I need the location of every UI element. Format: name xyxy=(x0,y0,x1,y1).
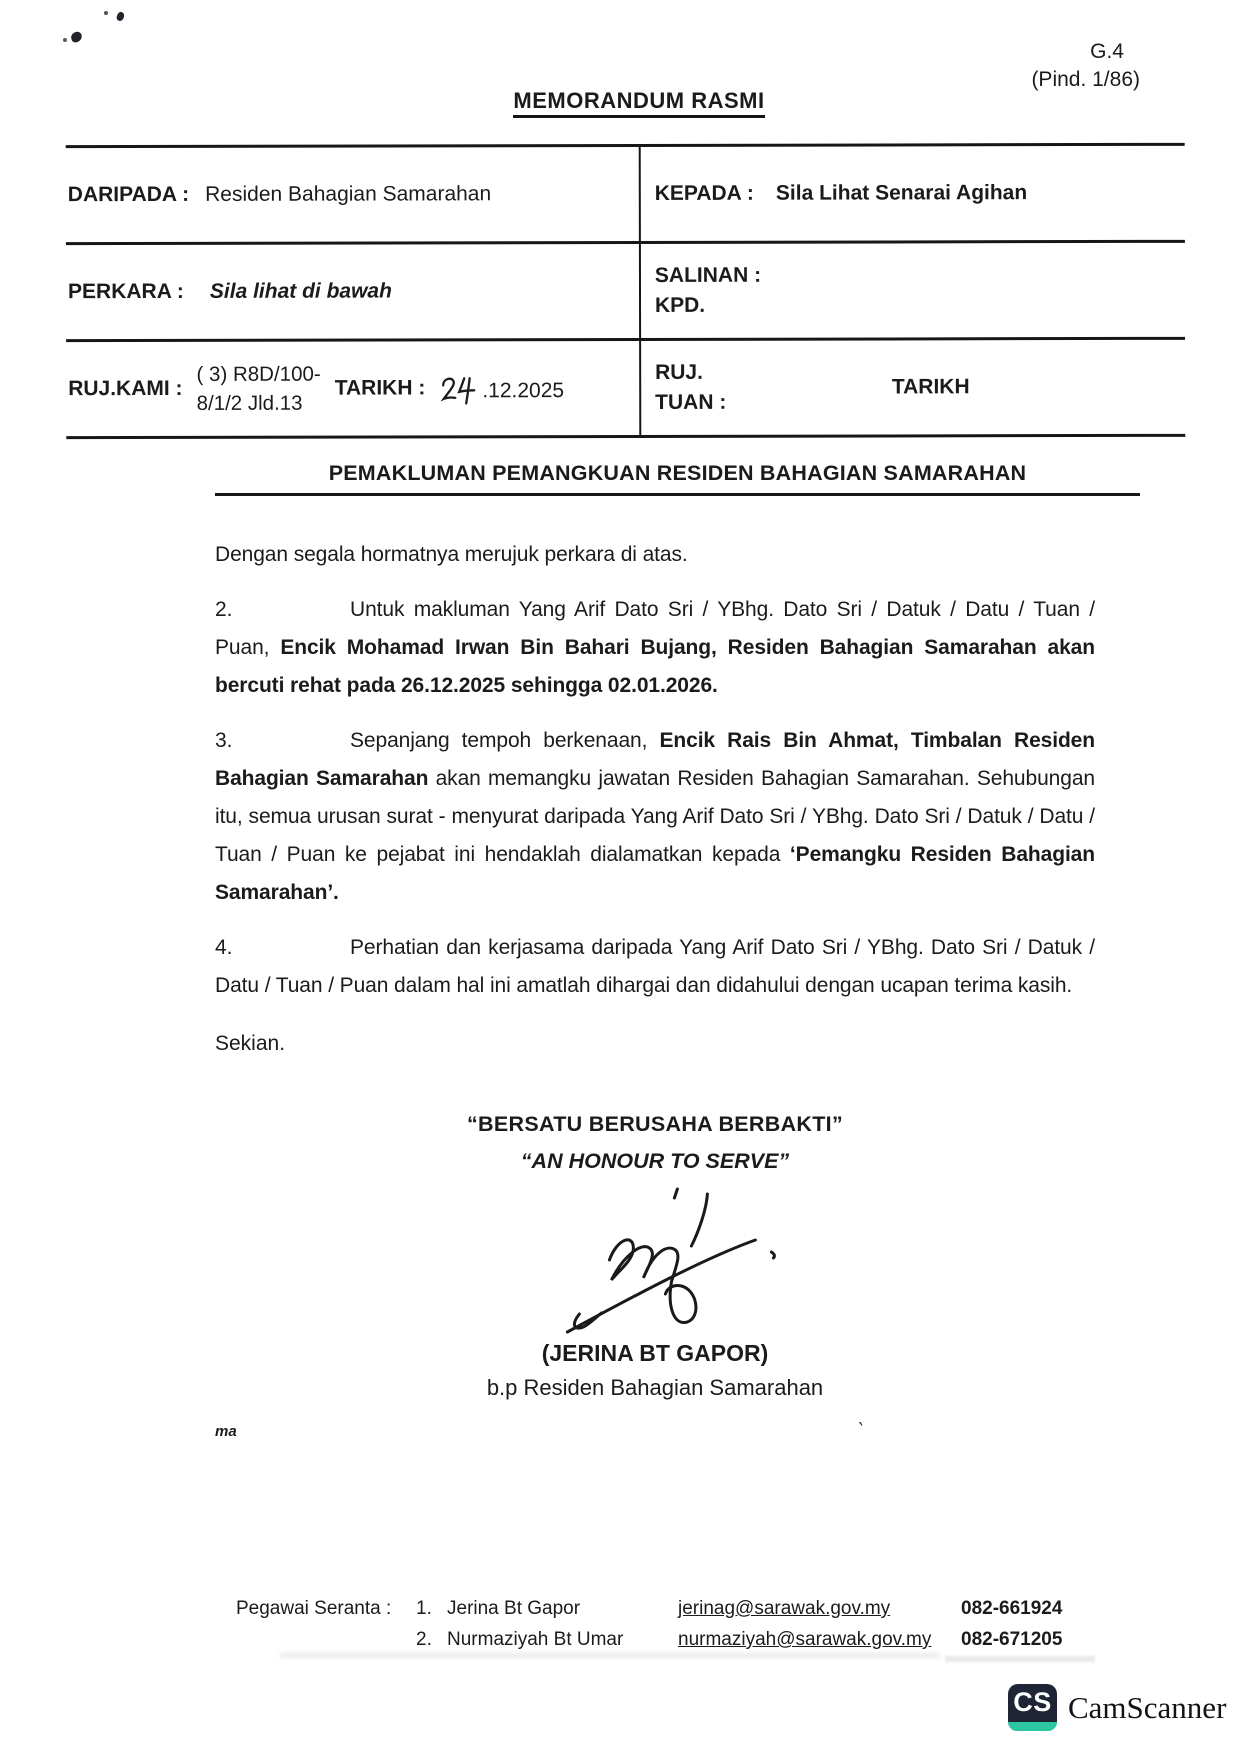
paragraph-number: 3. xyxy=(215,729,233,752)
stray-pen-mark: ` xyxy=(853,1419,865,1443)
contact-number: 2. xyxy=(416,1629,432,1650)
contact-email: nurmaziyah@sarawak.gov.my xyxy=(678,1629,932,1650)
closing-word: Sekian. xyxy=(215,1032,286,1055)
paragraph-1: Dengan segala hormatnya merujuk perkara di atas. xyxy=(215,543,688,566)
scan-smudge xyxy=(280,1652,940,1659)
camscanner-icon-accent xyxy=(1008,1722,1057,1731)
perkara-label: PERKARA : xyxy=(67,279,184,304)
footer-label: Pegawai Seranta : xyxy=(236,1598,392,1619)
camscanner-icon xyxy=(1008,1684,1057,1731)
signatory-title: b.p Residen Bahagian Samarahan xyxy=(486,1375,824,1400)
ruj-tuan-label: RUJ. xyxy=(655,360,703,384)
contact-name: Nurmaziyah Bt Umar xyxy=(447,1629,624,1650)
form-code: G.4 xyxy=(1090,40,1124,63)
contact-phone: 082-671205 xyxy=(961,1629,1063,1650)
camscanner-watermark xyxy=(1008,1684,1226,1731)
camscanner-brand-text: CamScanner xyxy=(1068,1689,1227,1725)
motto-block xyxy=(215,1106,1095,1180)
motto-malay: “BERSATU BERUSAHA BERBAKTI” xyxy=(467,1112,843,1136)
form-code-block xyxy=(1000,38,1140,94)
tarikh-label: TARIKH : xyxy=(334,376,426,400)
ruj-kami-label: RUJ.KAMI : xyxy=(68,376,183,401)
memo-header-table xyxy=(66,143,1186,439)
memo-body xyxy=(0,433,1240,1440)
handwritten-day-24 xyxy=(439,373,481,405)
ink-speck xyxy=(115,11,125,22)
camscanner-icon-label: CS xyxy=(1013,1687,1052,1717)
form-revision: (Pind. 1/86) xyxy=(1031,68,1140,91)
tarikh-right-label: TARIKH xyxy=(891,375,970,399)
table-row xyxy=(66,337,1185,436)
ink-speck xyxy=(63,38,67,42)
section-heading: PEMAKLUMAN PEMANGKUAN RESIDEN BAHAGIAN SAMARAHAN xyxy=(215,461,1140,496)
table-row xyxy=(66,143,1185,242)
contact-email: jerinag@sarawak.gov.my xyxy=(678,1598,891,1619)
paragraph-number: 4. xyxy=(215,936,233,959)
paragraph-2: 2. Untuk makluman Yang Arif Dato Sri / YBhg. Dato Sri / Datuk / Datu / Tuan / Puan, Encik Mohamad Irwan Bin Bahari Bujang, Residen Bahagian Samarahan akan bercuti rehat pada 26.12.2025 sehingga 02.01.2026. xyxy=(215,591,1095,705)
ruj-tuan-cell: RUJ. TUAN : TARIKH xyxy=(639,340,1185,435)
motto-english: “AN HONOUR TO SERVE” xyxy=(520,1149,790,1173)
kepada-value: Sila Lihat Senarai Agihan xyxy=(775,181,1028,205)
paragraph-4: 4. Perhatian dan kerjasama daripada Yang Arif Dato Sri / YBhg. Dato Sri / Datuk / Datu / Tuan / Puan dalam hal ini amatlah dihargai dan didahului dengan ucapan terima kasih. xyxy=(215,929,1095,1005)
paragraph-number: 2. xyxy=(215,598,233,621)
table-row xyxy=(66,240,1185,339)
typist-initials: ma xyxy=(215,1423,237,1440)
signatory-name: (JERINA BT GAPOR) xyxy=(541,1340,769,1366)
kepada-label: KEPADA : xyxy=(654,181,754,205)
perkara-cell xyxy=(66,244,639,339)
ruj-kami-cell xyxy=(66,341,639,436)
signature-scribble xyxy=(549,1186,789,1338)
scan-smudge xyxy=(945,1656,1095,1662)
daripada-cell xyxy=(66,147,639,242)
daripada-value: Residen Bahagian Samarahan xyxy=(205,182,492,206)
contact-name: Jerina Bt Gapor xyxy=(447,1598,581,1619)
ink-speck xyxy=(104,11,108,15)
salinan-cell xyxy=(639,243,1185,338)
perkara-value: Sila lihat di bawah xyxy=(209,279,392,303)
contact-footer xyxy=(0,1598,1240,1660)
ruj-kami-value: ( 3) R8D/100- 8/1/2 Jld.13 xyxy=(196,362,321,415)
salinan-kpd: KPD. xyxy=(654,293,706,317)
signature-area xyxy=(215,1186,1095,1338)
contact-number: 1. xyxy=(416,1598,432,1619)
contact-row xyxy=(0,1598,1240,1629)
salinan-label: SALINAN : xyxy=(654,263,762,287)
contact-phone: 082-661924 xyxy=(961,1598,1063,1619)
ink-speck xyxy=(70,30,84,43)
paragraph-3: 3. Sepanjang tempoh berkenaan, Encik Rais Bin Ahmat, Timbalan Residen Bahagian Samarahan akan memangku jawatan Residen Bahagian Samarahan. Sehubungan itu, semua urusan surat - menyurat daripada Yang Arif Dato Sri / YBhg. Dato Sri / Datuk / Datu / Tuan / Puan ke pejabat ini hendaklah dialamatkan kepada ‘Pemangku Residen Bahagian Samarahan’. xyxy=(215,722,1095,912)
kepada-cell xyxy=(639,146,1185,241)
daripada-label: DARIPADA : xyxy=(67,182,190,207)
tarikh-value: .12.2025 xyxy=(439,373,564,403)
document-title: MEMORANDUM RASMI xyxy=(39,88,1239,114)
